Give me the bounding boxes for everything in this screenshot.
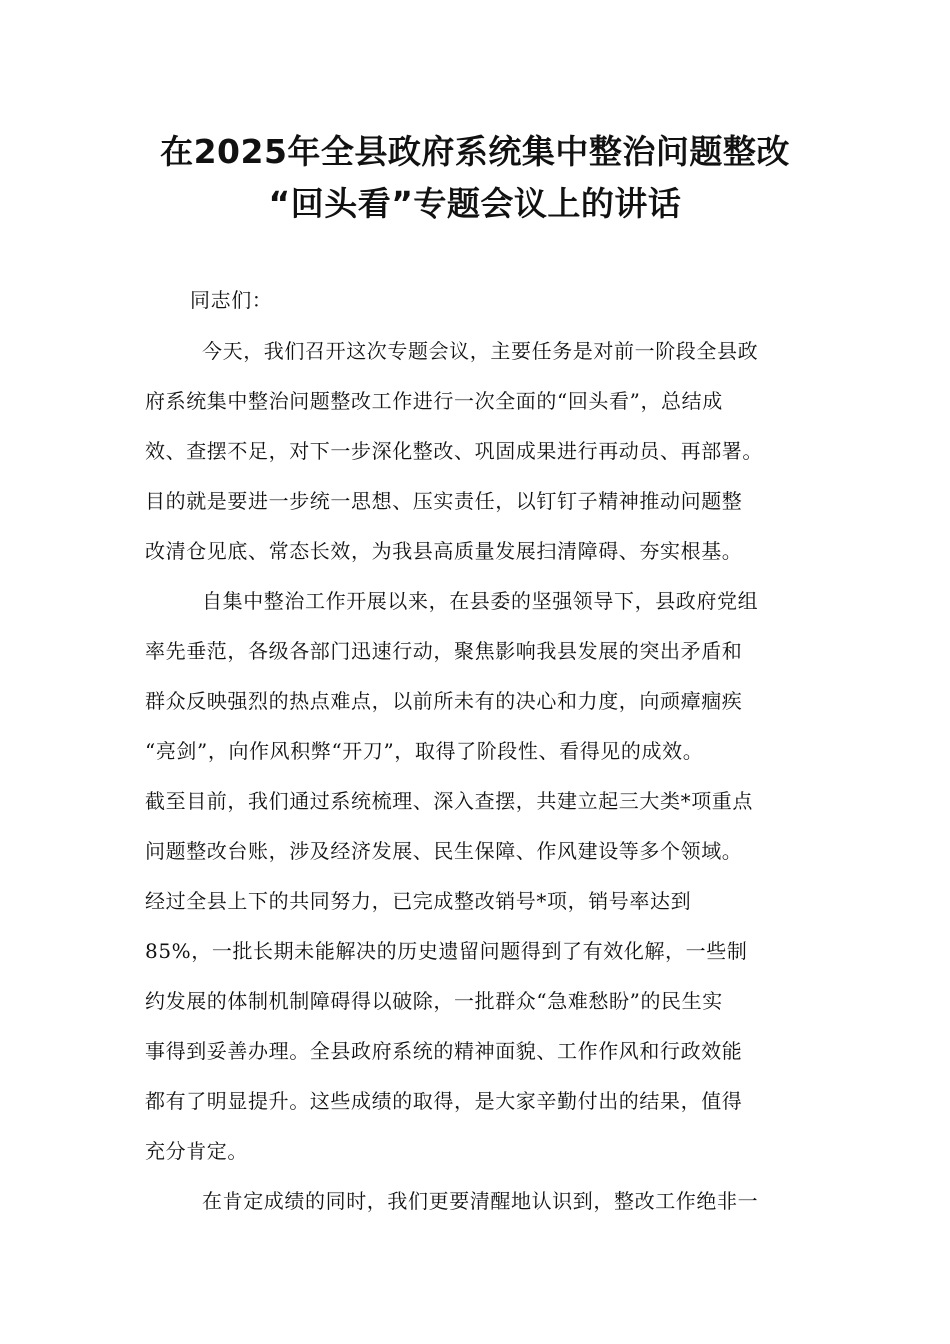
paragraph-2-line-11: 都有了明显提升。这些成绩的取得，是大家辛勤付出的结果，值得	[145, 1089, 743, 1113]
salutation: 同志们：	[190, 288, 273, 312]
paragraph-2-line-7: 经过全县上下的共同努力，已完成整改销号*项，销号率达到	[145, 889, 692, 913]
paragraph-2-line-10: 事得到妥善办理。全县政府系统的精神面貌、工作作风和行政效能	[145, 1039, 743, 1063]
paragraph-2-line-8: 85%，一批长期未能解决的历史遗留问题得到了有效化解，一些制	[145, 939, 748, 963]
paragraph-1-line-1: 今天，我们召开这次专题会议，主要任务是对前一阶段全县政	[202, 339, 759, 363]
paragraph-1-line-4: 目的就是要进一步统一思想、压实责任，以钉钉子精神推动问题整	[145, 489, 743, 513]
paragraph-2-line-5: 截至目前，我们通过系统梳理、深入查摆，共建立起三大类*项重点	[145, 789, 753, 813]
document-title-line-2: “回头看”专题会议上的讲话	[268, 184, 682, 223]
paragraph-2-line-4: “亮剑”，向作风积弊“开刀”，取得了阶段性、看得见的成效。	[145, 739, 704, 763]
paragraph-1-line-3: 效、查摆不足，对下一步深化整改、巩固成果进行再动员、再部署。	[145, 439, 763, 463]
paragraph-2-line-12: 充分肯定。	[145, 1139, 248, 1163]
paragraph-1-line-2: 府系统集中整治问题整改工作进行一次全面的“回头看”，总结成	[145, 389, 723, 413]
paragraph-3-line-1: 在肯定成绩的同时，我们更要清醒地认识到，整改工作绝非一	[202, 1189, 759, 1213]
document-title-line-1: 在2025年全县政府系统集中整治问题整改	[160, 132, 790, 171]
paragraph-2-line-3: 群众反映强烈的热点难点，以前所未有的决心和力度，向顽瘴痼疾	[145, 689, 743, 713]
paragraph-1-line-5: 改清仓见底、常态长效，为我县高质量发展扫清障碍、夯实根基。	[145, 539, 743, 563]
paragraph-2-line-6: 问题整改台账，涉及经济发展、民生保障、作风建设等多个领域。	[145, 839, 743, 863]
paragraph-2-line-2: 率先垂范，各级各部门迅速行动，聚焦影响我县发展的突出矛盾和	[145, 639, 743, 663]
paragraph-2-line-9: 约发展的体制机制障碍得以破除，一批群众“急难愁盼”的民生实	[145, 989, 723, 1013]
paragraph-2-line-1: 自集中整治工作开展以来，在县委的坚强领导下，县政府党组	[202, 589, 759, 613]
